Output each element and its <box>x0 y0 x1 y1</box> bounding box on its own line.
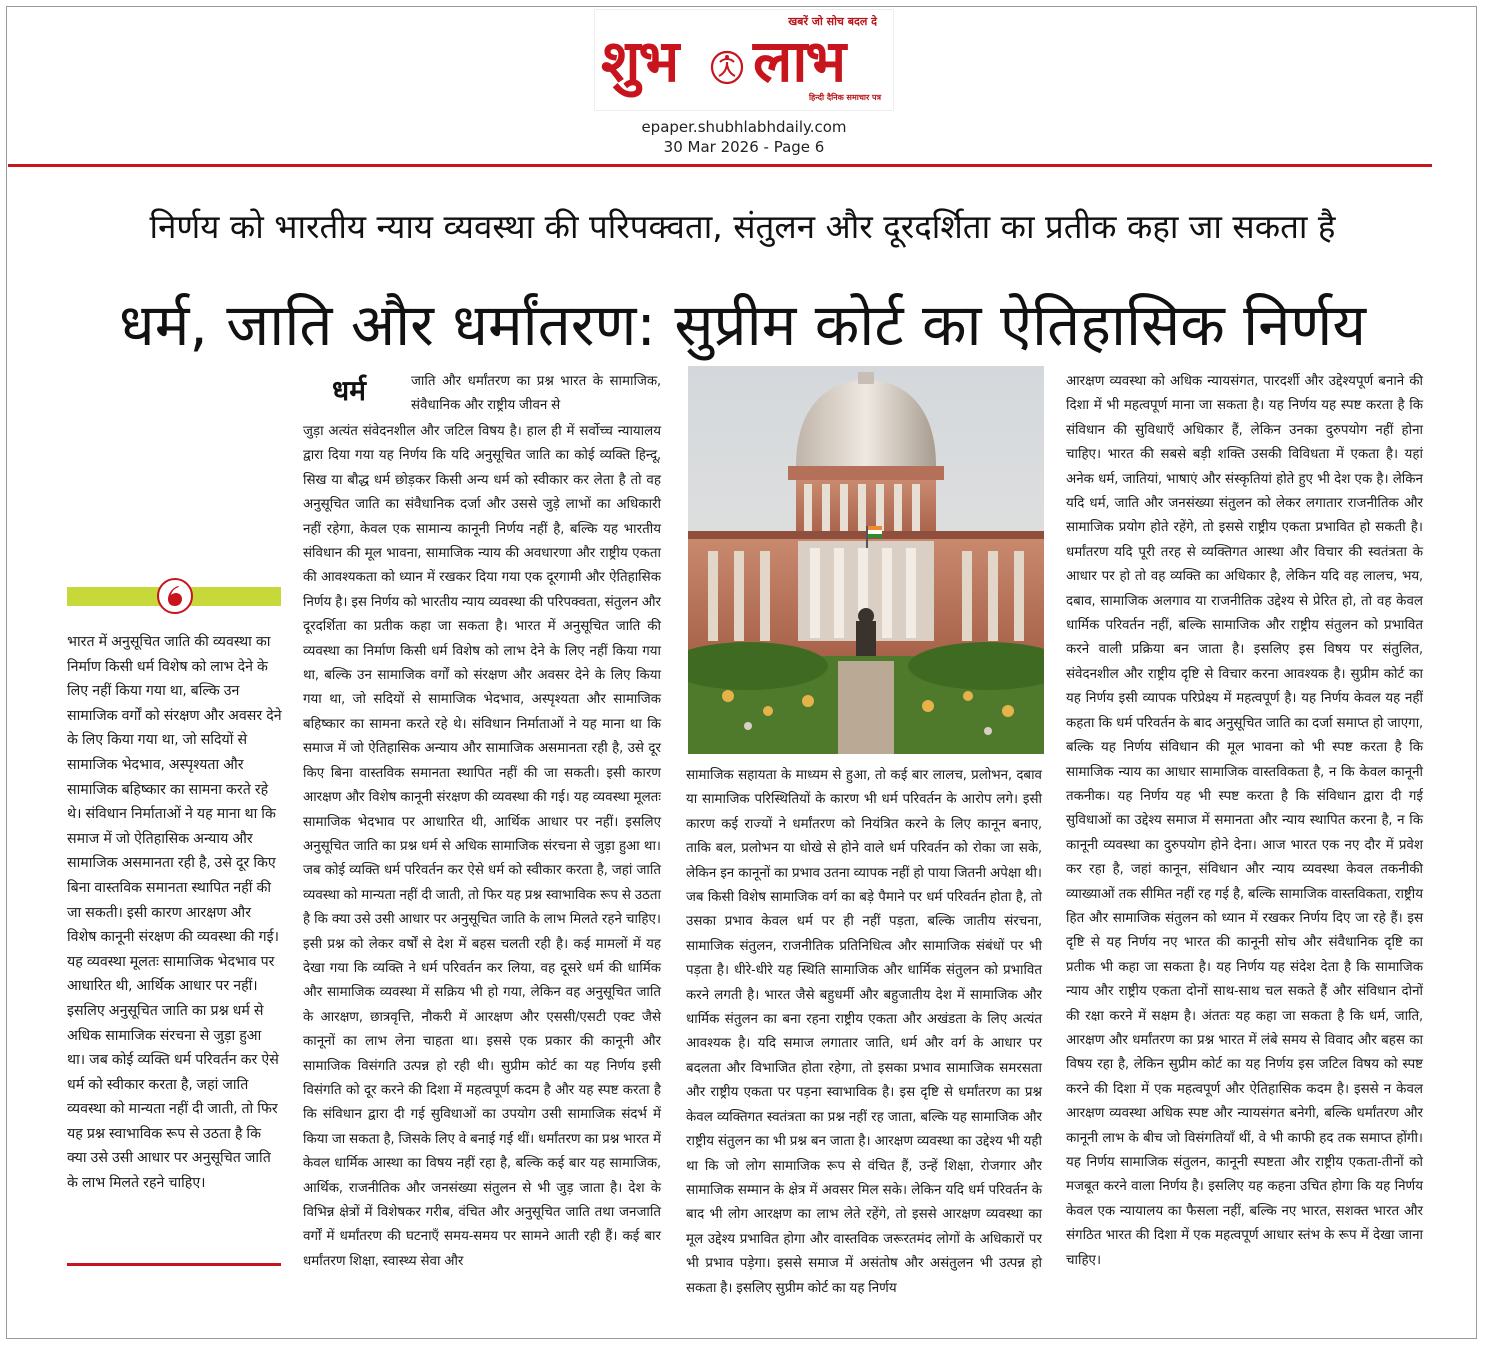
quote-mark-icon-glyph <box>164 584 186 608</box>
issue-date-page: 30 Mar 2026 - Page 6 <box>663 138 825 156</box>
article-column-2: सामाजिक सहायता के माध्यम से हुआ, तो कई बार लालच, प्रलोभन, दबाव या सामाजिक परिस्थितियों के कारण भी धर्म परिवर्तन के आरोप लगे। इसी कारण कई राज्यों ने धर्मांतरण को नियंत्रित करने के लिए कानून बनाए, ताकि बल, प्रलोभन या धोखे से होने वाले धर्म परिवर्तन को रोका जा सके, लेकिन इन कानूनों का प्रभाव उतना व्यापक नहीं हो पाया जितनी अपेक्षा थी। जब किसी विशेष सामाजिक वर्ग का बड़े पैमाने पर धर्म परिवर्तन होता है, तो उसका प्रभाव केवल धर्म पर ही नहीं पड़ता, बल्कि जातीय संरचना, सामाजिक संतुलन, राजनीतिक प्रतिनिधित्व और सामाजिक संबंधों पर भी पड़ता है। धीरे-धीरे यह स्थिति सामाजिक और धार्मिक संतुलन को प्रभावित करने लगती है। भारत जैसे बहुधर्मी और बहुजातीय देश में सामाजिक और धार्मिक संतुलन का बना रहना राष्ट्रीय एकता और अखंडता के लिए अत्यंत आवश्यक है। यदि समाज लगातार जाति, धर्म और वर्ग के आधार पर बदलता और विभाजित होता रहेगा, तो इसका प्रभाव सामाजिक समरसता और राष्ट्रीय एकता पर पड़ना स्वाभाविक है। इस दृष्टि से धर्मांतरण का प्रश्न केवल व्यक्तिगत स्वतंत्रता का प्रश्न नहीं रह जाता, बल्कि यह सामाजिक और राष्ट्रीय संतुलन का भी प्रश्न बन जाता है। आरक्षण व्यवस्था का उद्देश्य भी यही था कि जो लोग सामाजिक रूप से वंचित हैं, उन्हें शिक्षा, रोजगार और सामाजिक सम्मान के क्षेत्र में अवसर मिल सके। लेकिन यदि धर्म परिवर्तन के बाद भी लोग आरक्षण का लाभ लेते रहेंगे, तो इससे आरक्षण व्यवस्था का मूल उद्देश्य प्रभावित होगा और वास्तविक जरूरतमंद लोगों के अधिकारों पर भी प्रभाव पड़ेगा। इससे समाज में असंतोष और असंतुलन भी उत्पन्न हो सकता है। इसलिए सुप्रीम कोर्ट का यह निर्णय <box>686 768 1042 1296</box>
sidebar-bottom-rule <box>67 1263 281 1266</box>
logo-word-labh: लाभ <box>753 27 845 95</box>
header-divider <box>8 164 1432 167</box>
sidebar-quote: भारत में अनुसूचित जाति की व्यवस्था का निर्माण किसी धर्म विशेष को लाभ देने के लिए नहीं किया गया था, बल्कि उन सामाजिक वर्गों को संरक्षण और अवसर देने के लिए किया गया था, जो सदियों से सामाजिक भेदभाव, अस्पृश्यता और सामाजिक बहिष्कार का सामना करते रहे थे। संविधान निर्माताओं ने यह माना था कि समाज में जो ऐतिहासिक अन्याय और सामाजिक असमानता रही है, उसे दूर किए बिना वास्तविक समानता स्थापित नहीं की जा सकती। इसी कारण आरक्षण और विशेष कानूनी संरक्षण की व्यवस्था की गई। यह व्यवस्था मूलतः सामाजिक भेदभाव पर आधारित थी, आर्थिक आधार पर नहीं। इसलिए अनुसूचित जाति का प्रश्न धर्म से अधिक सामाजिक संरचना से जुड़ा हुआ था। जब कोई व्यक्ति धर्म परिवर्तन कर ऐसे धर्म को स्वीकार करता है, जहां जाति व्यवस्था को मान्यता नहीं दी जाती, तो फिर यह प्रश्न स्वाभाविक रूप से उठता है कि क्या उसे उसी आधार पर अनुसूचित जाति के लाभ मिलते रहने चाहिए। <box>67 634 282 1192</box>
quote-mark-icon <box>157 578 193 614</box>
masthead-tagline: खबरें जो सोच बदल दे <box>788 15 877 28</box>
article-headline: धर्म, जाति और धर्मांतरण: सुप्रीम कोर्ट का ऐतिहासिक निर्णय <box>119 291 1366 359</box>
site-url[interactable]: epaper.shubhlabhdaily.com <box>641 118 847 136</box>
supreme-court-illustration <box>688 366 1044 754</box>
supreme-court-photo <box>688 366 1044 754</box>
logo-word-shubh: शुभ <box>601 27 678 95</box>
lead-word: धर्म <box>332 374 366 407</box>
lead-paragraph: जाति और धर्मांतरण का प्रश्न भारत के सामाजिक, संवैधानिक और राष्ट्रीय जीवन से <box>411 374 661 414</box>
article-column-3: आरक्षण व्यवस्था को अधिक न्यायसंगत, पारदर्शी और उद्देश्यपूर्ण बनाने की दिशा में भी महत्वपूर्ण माना जा सकता है। यह निर्णय यह स्पष्ट करता है कि संविधान की सुविधाएँ अधिकार हैं, लेकिन उनका दुरुपयोग नहीं होना चाहिए। भारत की सबसे बड़ी शक्ति उसकी विविधता में एकता है। यहां अनेक धर्म, जातियां, भाषाएं और संस्कृतियां होते हुए भी देश एक है। लेकिन यदि धर्म, जाति और जनसंख्या संतुलन को लेकर लगातार राजनीतिक और सामाजिक प्रयोग होते रहेंगे, तो इससे राष्ट्रीय एकता प्रभावित हो सकती है। धर्मांतरण यदि पूरी तरह से व्यक्तिगत आस्था और विचार की स्वतंत्रता के आधार पर हो तो वह व्यक्ति का अधिकार है, लेकिन यदि वह लालच, भय, दबाव, सामाजिक अलगाव या राजनीतिक उद्देश्य से प्रेरित हो, तो वह केवल धार्मिक परिवर्तन नहीं, बल्कि सामाजिक और राष्ट्रीय संतुलन को प्रभावित करने वाली प्रक्रिया बन जाता है। इसलिए इस विषय पर संतुलित, संवेदनशील और राष्ट्रीय दृष्टि से विचार करना आवश्यक है। सुप्रीम कोर्ट का यह निर्णय इसी व्यापक परिप्रेक्ष्य में महत्वपूर्ण है। यह निर्णय केवल यह नहीं कहता कि धर्म परिवर्तन के बाद अनुसूचित जाति का दर्जा समाप्त हो जाएगा, बल्कि यह निर्णय संविधान की मूल भावना को भी स्पष्ट करता है कि सामाजिक न्याय का आधार सामाजिक वास्तविकता है, न कि केवल कानूनी तकनीक। यह निर्णय यह भी स्पष्ट करता है कि संविधान द्वारा दी गई सुविधाओं का उद्देश्य समाज में समानता और न्याय स्थापित करना है, न कि कानूनी व्यवस्था का दुरुपयोग होने देना। आज भारत एक नए दौर में प्रवेश कर रहा है, जहां कानून, संविधान और न्याय व्यवस्था केवल तकनीकी व्याख्याओं तक सीमित नहीं रह गई है, बल्कि सामाजिक वास्तविकता, राष्ट्रीय हित और सामाजिक संतुलन को ध्यान में रखकर निर्णय दिए जा रहे हैं। इस दृष्टि से यह निर्णय नए भारत की कानूनी सोच और संवैधानिक दृष्टि का प्रतीक भी कहा जा सकता है। यह निर्णय यह संदेश देता है कि सामाजिक न्याय और राष्ट्रीय एकता दोनों साथ-साथ चल सकते हैं और संविधान दोनों की रक्षा करने में सक्षम है। अंततः यह कहा जा सकता है कि धर्म, जाति, आरक्षण और धर्मांतरण का प्रश्न भारत में लंबे समय से विवाद और बहस का विषय रहा है, लेकिन सुप्रीम कोर्ट का यह निर्णय इस जटिल विषय को स्पष्ट करने की दिशा में एक महत्वपूर्ण और ऐतिहासिक कदम है। इससे न केवल आरक्षण व्यवस्था अधिक स्पष्ट और न्यायसंगत बनेगी, बल्कि धर्मांतरण और कानूनी लाभ के बीच जो विसंगतियाँ थीं, वे भी काफी हद तक समाप्त होंगी। यह निर्णय सामाजिक संतुलन, कानूनी स्पष्टता और राष्ट्रीय एकता-तीनों को मजबूत करने वाला निर्णय है। इसलिए यह कहना उचित होगा कि यह निर्णय केवल एक न्यायालय का फैसला नहीं, बल्कि नए भारत, सशक्त भारत और संगठित भारत की दिशा में एक महत्वपूर्ण आधार स्तंभ के रूप में देखा जाना चाहिए। <box>1066 374 1423 1268</box>
ganesha-emblem-icon <box>706 48 748 88</box>
article-column-1: जुड़ा अत्यंत संवेदनशील और जटिल विषय है। हाल ही में सर्वोच्च न्यायालय द्वारा दिया गया यह निर्णय कि यदि अनुसूचित जाति का कोई व्यक्ति हिन्दू, सिख या बौद्ध धर्म छोड़कर किसी अन्य धर्म को स्वीकार कर लेता है तो वह अनुसूचित जाति का संवैधानिक दर्जा और उससे जुड़े लाभों का अधिकारी नहीं रहेगा, केवल एक सामान्य कानूनी निर्णय नहीं है, बल्कि यह भारतीय संविधान की मूल भावना, सामाजिक न्याय की अवधारणा और राष्ट्रीय एकता की आवश्यकता को ध्यान में रखकर दिया गया एक दूरगामी और ऐतिहासिक निर्णय है। इस निर्णय को भारतीय न्याय व्यवस्था की परिपक्वता, संतुलन और दूरदर्शिता का प्रतीक कहा जा सकता है। भारत में अनुसूचित जाति की व्यवस्था का निर्माण किसी धर्म विशेष को लाभ देने के लिए नहीं किया गया था, बल्कि उन सामाजिक वर्गों को संरक्षण और अवसर देने के लिए किया गया था, जो सदियों से सामाजिक भेदभाव, अस्पृश्यता और सामाजिक बहिष्कार का सामना करते रहे थे। संविधान निर्माताओं ने यह माना था कि समाज में जो ऐतिहासिक अन्याय और सामाजिक असमानता रही है, उसे दूर किए बिना वास्तविक समानता स्थापित नहीं की जा सकती। इसी कारण आरक्षण और विशेष कानूनी संरक्षण की व्यवस्था की गई। यह व्यवस्था मूलतः सामाजिक भेदभाव पर आधारित थी, आर्थिक आधार पर नहीं। इसलिए अनुसूचित जाति का प्रश्न धर्म से अधिक सामाजिक संरचना से जुड़ा हुआ था। जब कोई व्यक्ति धर्म परिवर्तन कर ऐसे धर्म को स्वीकार करता है, जहां जाति व्यवस्था को मान्यता नहीं दी जाती, तो फिर यह प्रश्न स्वाभाविक रूप से उठता है कि क्या उसे उसी आधार पर अनुसूचित जाति के लाभ मिलते रहने चाहिए। इसी प्रश्न को लेकर वर्षों से देश में बहस चलती रही है। कई मामलों में यह देखा गया कि व्यक्ति ने धर्म परिवर्तन कर लिया, वह दूसरे धर्म की धार्मिक और सामाजिक व्यवस्था में सक्रिय भी हो गया, लेकिन वह अनुसूचित जाति के आरक्षण, छात्रवृत्ति, नौकरी में आरक्षण और एससी/एसटी एक्ट जैसे कानूनों का लाभ लेना चाहता था। इससे एक प्रकार की कानूनी और सामाजिक विसंगति उत्पन्न हो रही थी। सुप्रीम कोर्ट का यह निर्णय इसी विसंगति को दूर करने की दिशा में महत्वपूर्ण कदम है और यह स्पष्ट करता है कि संविधान द्वारा दी गई सुविधाओं का उपयोग उसी सामाजिक संदर्भ में किया जा सकता है, जिसके लिए वे बनाई गई थीं। धर्मांतरण का प्रश्न भारत में केवल धार्मिक आस्था का विषय नहीं रहा है, बल्कि कई बार यह सामाजिक, आर्थिक, राजनीतिक और जनसंख्या संतुलन से भी जुड़ जाता है। देश के विभिन्न क्षेत्रों में विशेषकर गरीब, वंचित और अनुसूचित जाति तथा जनजाति वर्गों में धर्मांतरण की घटनाएँ समय-समय पर सामने आती रही हैं। कई बार धर्मांतरण शिक्षा, स्वास्थ्य सेवा और <box>303 424 661 1269</box>
masthead-logo[interactable] <box>595 10 893 110</box>
article-kicker: निर्णय को भारतीय न्याय व्यवस्था की परिपक्वता, संतुलन और दूरदर्शिता का प्रतीक कहा जा सकता है <box>149 207 1336 246</box>
masthead-subtag: हिन्दी दैनिक समाचार पत्र <box>808 93 881 102</box>
